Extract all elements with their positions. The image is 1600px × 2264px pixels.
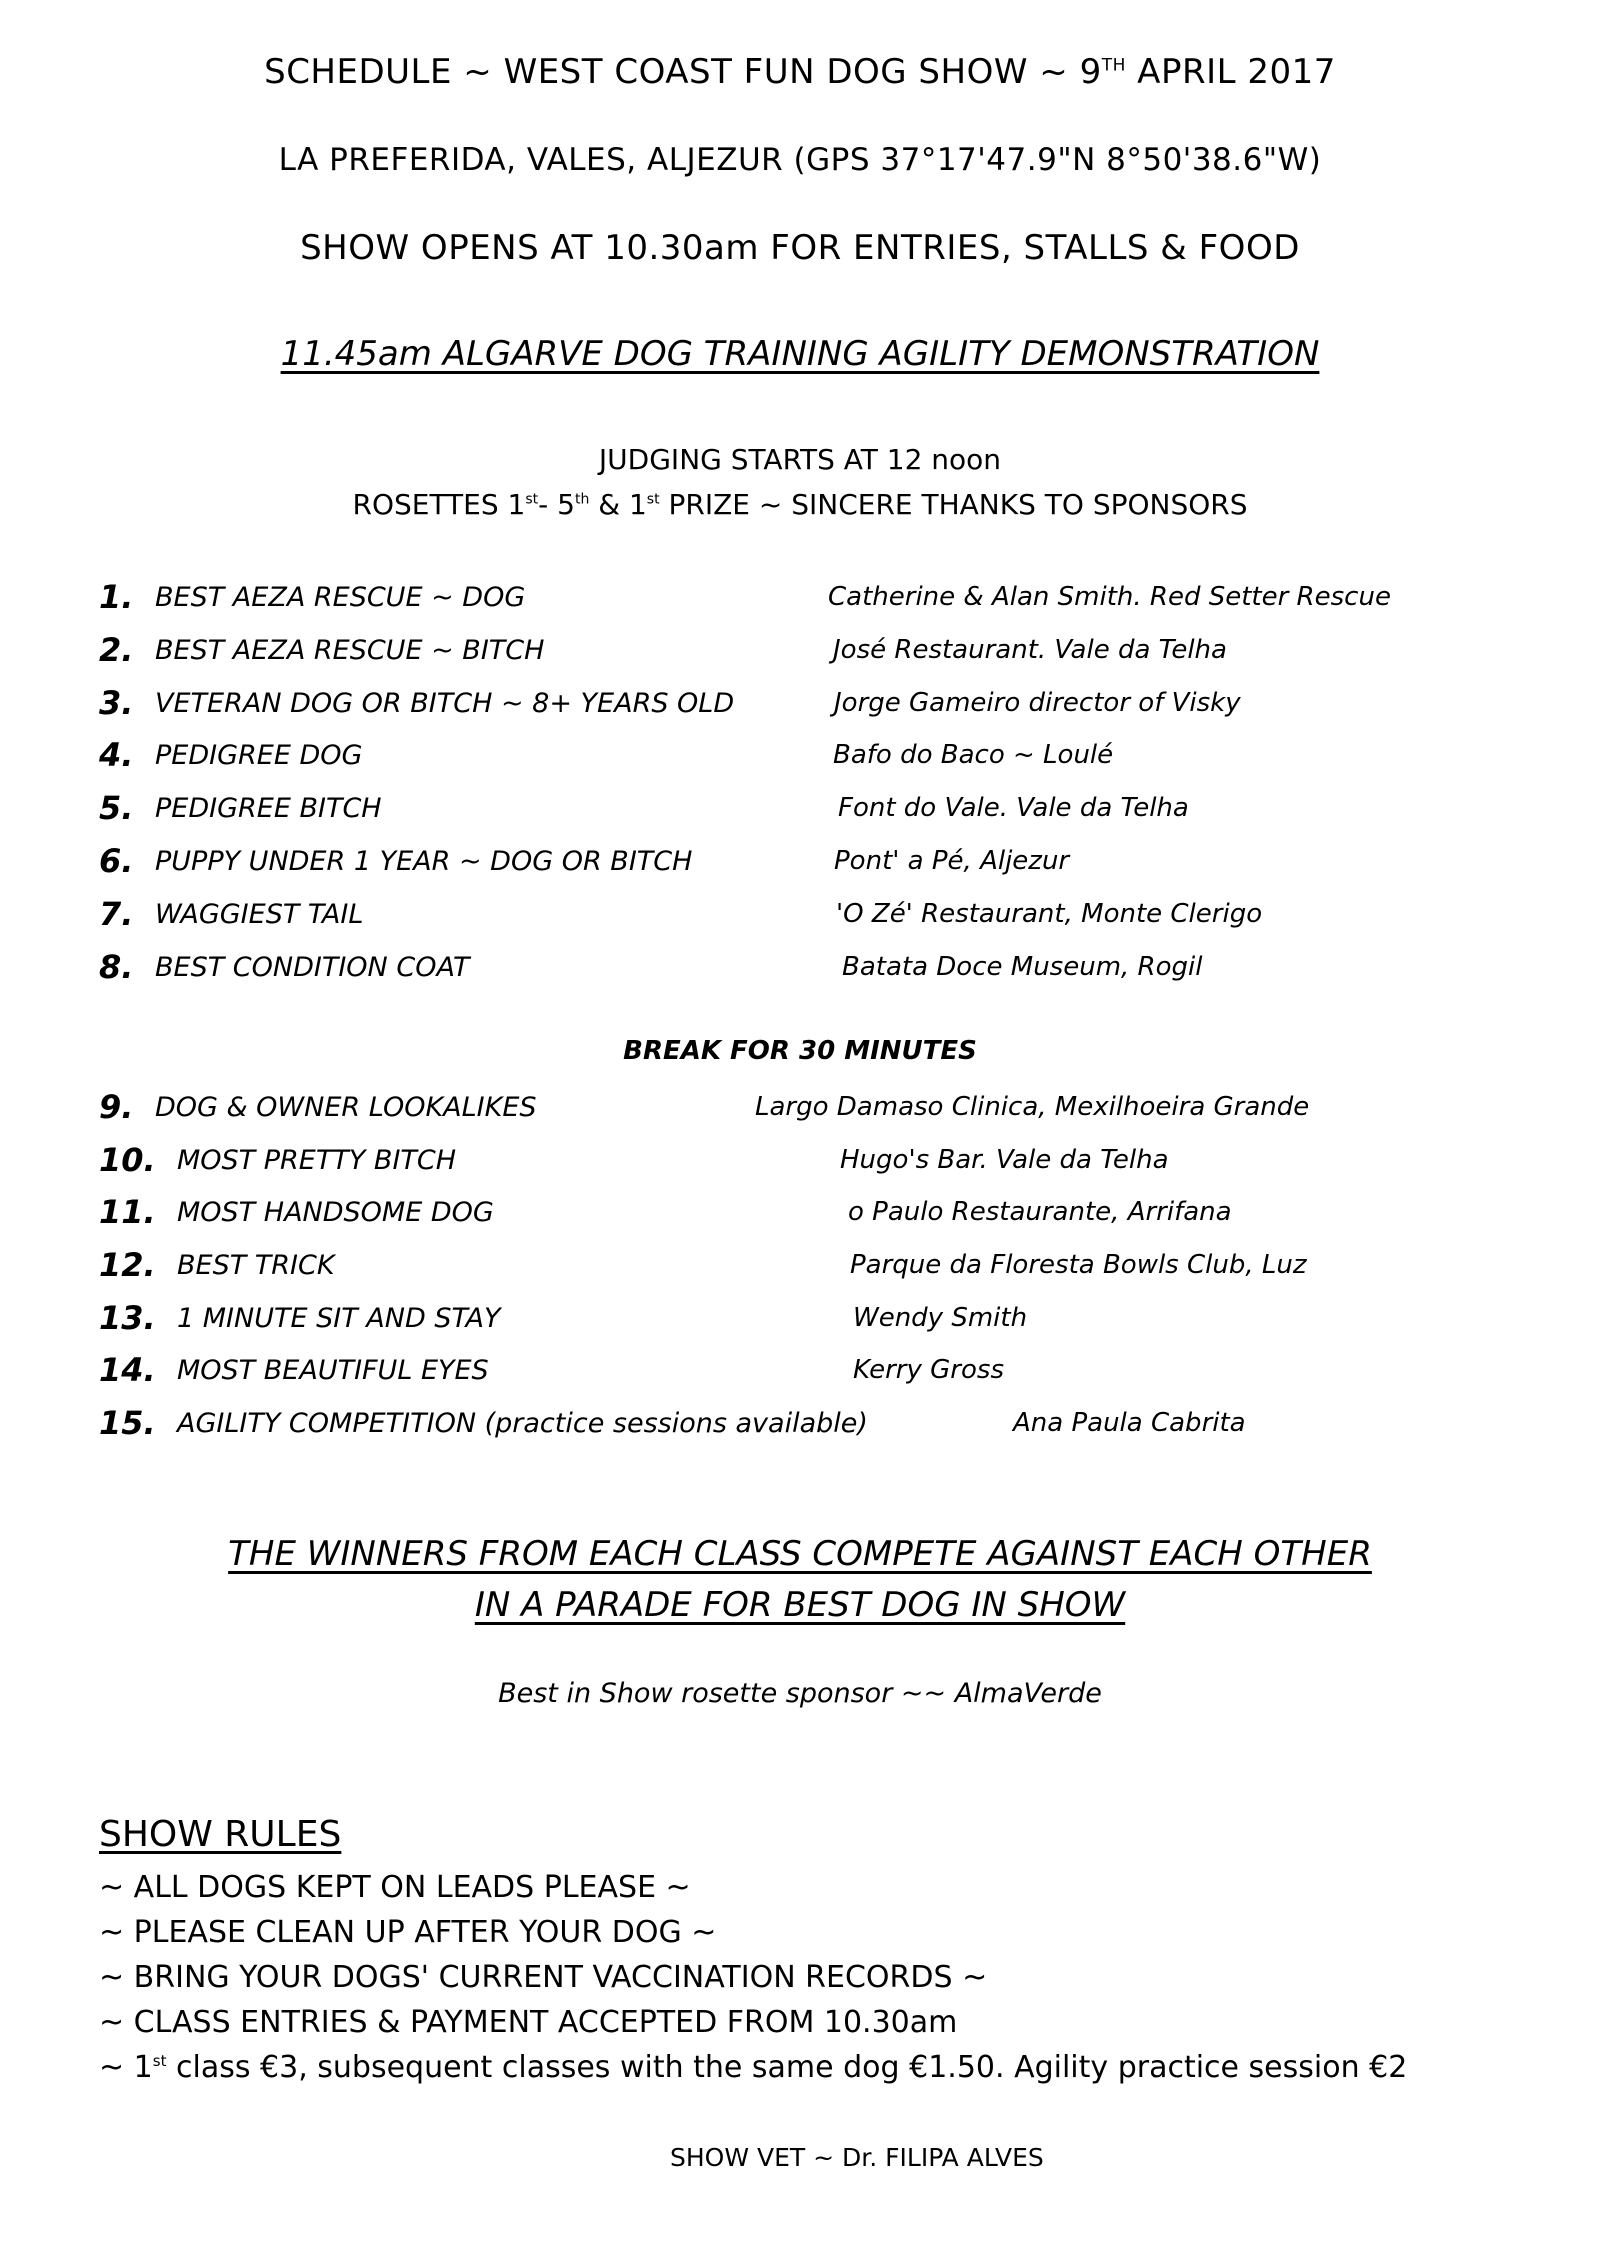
class-name: WAGGIEST TAIL <box>155 899 364 930</box>
class-number: 15. <box>99 1404 156 1442</box>
title-text: SCHEDULE ~ WEST COAST FUN DOG SHOW ~ 9 <box>264 52 1102 92</box>
class-number: 3. <box>99 684 134 722</box>
class-number: 5. <box>99 789 134 827</box>
class-name: 1 MINUTE SIT AND STAY <box>177 1303 501 1334</box>
class-sponsor: 'O Zé' Restaurant, Monte Clerigo <box>836 899 1263 929</box>
class-sponsor: José Restaurant. Vale da Telha <box>833 635 1227 665</box>
class-sponsor: Wendy Smith <box>853 1303 1028 1333</box>
class-name: PEDIGREE BITCH <box>155 793 382 824</box>
superscript: th <box>574 491 590 508</box>
class-number: 12. <box>99 1246 156 1284</box>
agility-demo-heading: 11.45am ALGARVE DOG TRAINING AGILITY DEMONSTRATION <box>280 334 1320 374</box>
winners-line-2: IN A PARADE FOR BEST DOG IN SHOW <box>474 1585 1126 1625</box>
rosettes-line <box>0 488 1600 521</box>
title-superscript: TH <box>1101 55 1126 76</box>
class-sponsor: Pont' a Pé, Aljezur <box>834 846 1070 876</box>
class-sponsor: Jorge Gameiro director of Visky <box>834 688 1241 718</box>
class-sponsor: Bafo do Baco ~ Loulé <box>833 740 1114 770</box>
class-number: 8. <box>99 948 134 986</box>
superscript: st <box>646 491 660 508</box>
class-sponsor: Catherine & Alan Smith. Red Setter Rescue <box>828 582 1391 612</box>
fees-text: ~ 1 <box>99 2050 153 2085</box>
superscript: st <box>525 491 539 508</box>
class-number: 11. <box>99 1193 156 1231</box>
class-name: BEST AEZA RESCUE ~ DOG <box>155 582 526 613</box>
class-sponsor: o Paulo Restaurante, Arrifana <box>848 1197 1232 1227</box>
class-name: AGILITY COMPETITION (practice sessions available) <box>177 1408 868 1439</box>
title-date: APRIL 2017 <box>1125 52 1336 92</box>
class-name: VETERAN DOG OR BITCH ~ 8+ YEARS OLD <box>155 688 735 719</box>
class-number: 7. <box>99 895 134 933</box>
class-number: 14. <box>99 1351 156 1389</box>
rule-item: ~ BRING YOUR DOGS' CURRENT VACCINATION RECORDS ~ <box>99 1960 988 1995</box>
class-sponsor: Parque da Floresta Bowls Club, Luz <box>850 1250 1307 1280</box>
judging-start: JUDGING STARTS AT 12 noon <box>598 443 1002 476</box>
rosettes-text: PRIZE ~ SINCERE THANKS TO SPONSORS <box>659 488 1248 521</box>
class-name: PUPPY UNDER 1 YEAR ~ DOG OR BITCH <box>155 846 693 877</box>
schedule-title <box>0 52 1600 92</box>
show-rules-heading: SHOW RULES <box>99 1814 342 1855</box>
best-in-show-sponsor: Best in Show rosette sponsor ~~ AlmaVerde <box>498 1678 1102 1709</box>
rosettes-text: ROSETTES 1 <box>352 488 526 521</box>
class-sponsor: Batata Doce Museum, Rogil <box>842 952 1203 982</box>
rule-item: ~ PLEASE CLEAN UP AFTER YOUR DOG ~ <box>99 1915 717 1950</box>
class-name: MOST PRETTY BITCH <box>177 1145 457 1176</box>
break-notice: BREAK FOR 30 MINUTES <box>623 1036 977 1066</box>
class-name: DOG & OWNER LOOKALIKES <box>155 1092 537 1123</box>
class-sponsor: Hugo's Bar. Vale da Telha <box>840 1145 1169 1175</box>
class-number: 10. <box>99 1141 156 1179</box>
class-number: 1. <box>99 578 134 616</box>
rule-item: ~ CLASS ENTRIES & PAYMENT ACCEPTED FROM 10.30am <box>99 2005 958 2040</box>
class-sponsor: Kerry Gross <box>853 1355 1004 1385</box>
show-opens-notice: SHOW OPENS AT 10.30am FOR ENTRIES, STALLS & FOOD <box>300 228 1300 268</box>
class-number: 13. <box>99 1299 156 1337</box>
rosettes-text: - 5 <box>538 488 575 521</box>
class-name: MOST BEAUTIFUL EYES <box>177 1355 489 1386</box>
class-name: BEST CONDITION COAT <box>155 952 470 983</box>
superscript: st <box>152 2052 167 2070</box>
fees-text: class €3, subsequent classes with the same dog €1.50. Agility practice session €2 <box>166 2050 1408 2085</box>
winners-line-1: THE WINNERS FROM EACH CLASS COMPETE AGAINST EACH OTHER <box>228 1534 1372 1574</box>
class-sponsor: Ana Paula Cabrita <box>1013 1408 1246 1438</box>
class-number: 9. <box>99 1088 134 1126</box>
class-number: 4. <box>99 736 134 774</box>
class-name: BEST AEZA RESCUE ~ BITCH <box>155 635 545 666</box>
class-name: BEST TRICK <box>177 1250 335 1281</box>
class-sponsor: Largo Damaso Clinica, Mexilhoeira Grande <box>755 1092 1310 1122</box>
class-number: 6. <box>99 842 134 880</box>
venue-location: LA PREFERIDA, VALES, ALJEZUR (GPS 37°17'47.9"N 8°50'38.6"W) <box>278 142 1322 178</box>
class-name: MOST HANDSOME DOG <box>177 1197 494 1228</box>
rosettes-text: & 1 <box>589 488 647 521</box>
show-vet: SHOW VET ~ Dr. FILIPA ALVES <box>670 2143 1044 2172</box>
rule-item: ~ ALL DOGS KEPT ON LEADS PLEASE ~ <box>99 1870 691 1905</box>
fees-rule <box>99 2050 1407 2085</box>
class-name: PEDIGREE DOG <box>155 740 363 771</box>
class-number: 2. <box>99 631 134 669</box>
class-sponsor: Font do Vale. Vale da Telha <box>838 793 1189 823</box>
